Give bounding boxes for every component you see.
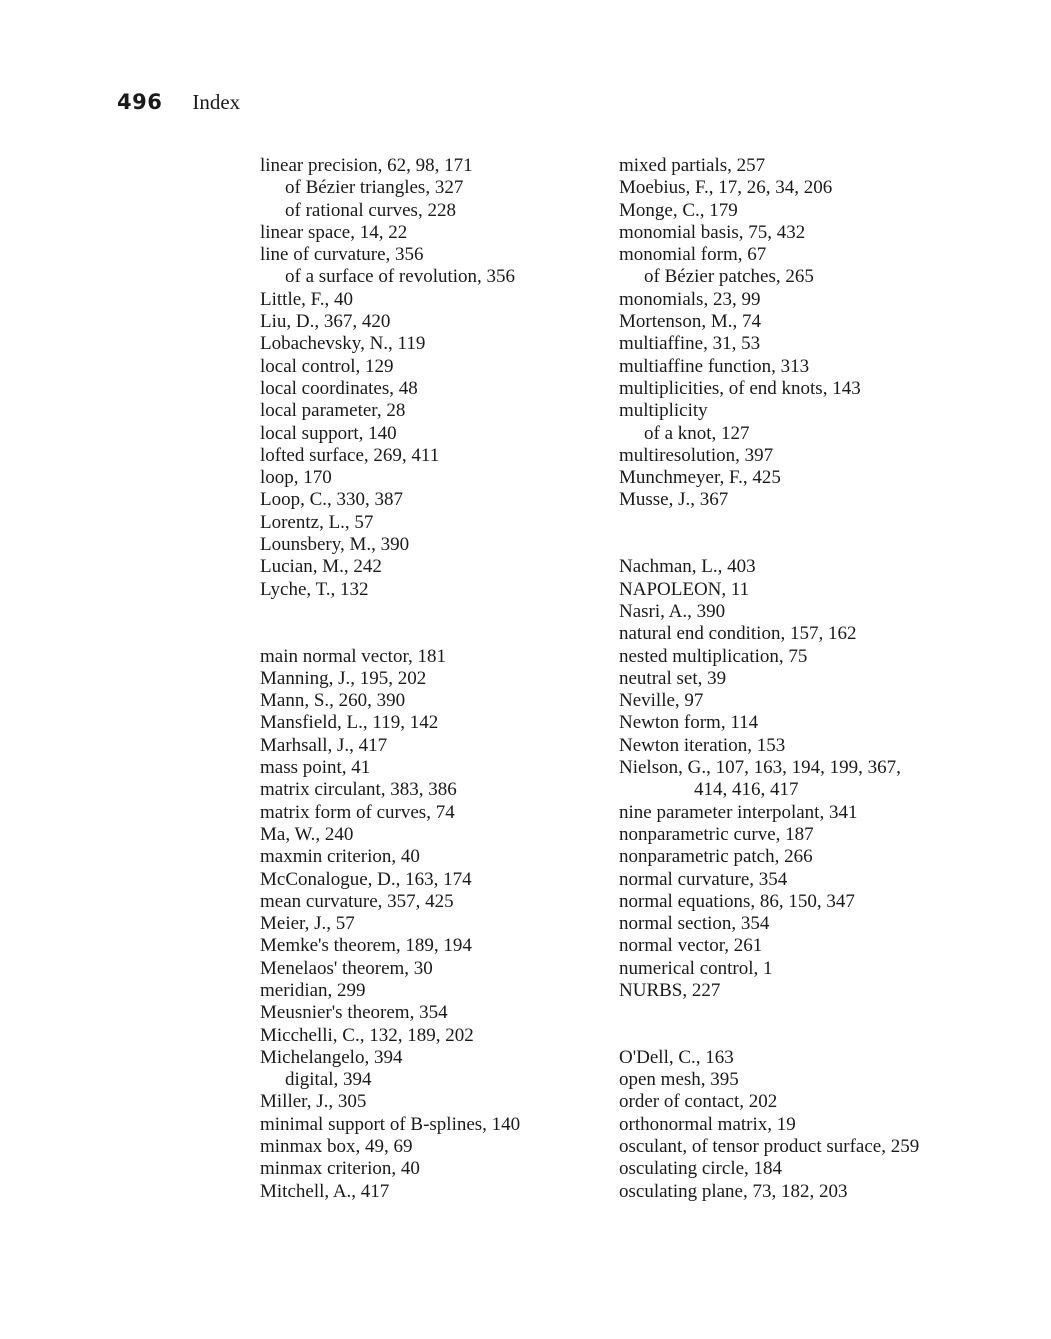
index-entry: linear space, 14, 22 <box>260 221 408 243</box>
index-entry: Newton iteration, 153 <box>619 734 786 756</box>
index-entry: Miller, J., 305 <box>260 1091 367 1113</box>
index-entry: Menelaos' theorem, 30 <box>260 957 433 979</box>
index-column-left <box>260 155 620 1203</box>
index-entry: normal curvature, 354 <box>619 868 788 890</box>
index-entry: Neville, 97 <box>619 690 704 712</box>
index-entry: nonparametric patch, 266 <box>619 846 813 868</box>
index-entry: loop, 170 <box>260 467 332 489</box>
index-entry: monomials, 23, 99 <box>619 288 761 310</box>
index-entry: Nasri, A., 390 <box>619 600 726 622</box>
letter-group-gap <box>260 601 620 646</box>
index-entry: Mitchell, A., 417 <box>260 1180 390 1202</box>
index-entry: Nachman, L., 403 <box>619 556 756 578</box>
index-entry: osculating plane, 73, 182, 203 <box>619 1180 848 1202</box>
index-entry: local control, 129 <box>260 355 394 377</box>
index-entry: local coordinates, 48 <box>260 377 418 399</box>
index-entry: minmax criterion, 40 <box>260 1158 420 1180</box>
running-head: Index <box>192 90 241 114</box>
index-entry: mass point, 41 <box>260 757 371 779</box>
index-entry: lofted surface, 269, 411 <box>260 444 440 466</box>
letter-group-gap <box>619 512 999 557</box>
index-subentry: of Bézier triangles, 327 <box>285 177 464 199</box>
index-entry: NURBS, 227 <box>619 979 721 1001</box>
index-subentry: of rational curves, 228 <box>285 199 456 221</box>
index-entry: natural end condition, 157, 162 <box>619 623 857 645</box>
index-entry: Lyche, T., 132 <box>260 578 369 600</box>
index-entry: Nielson, G., 107, 163, 194, 199, 367, <box>619 757 901 779</box>
index-entry: Liu, D., 367, 420 <box>260 311 391 333</box>
index-entry: Moebius, F., 17, 26, 34, 206 <box>619 177 833 199</box>
index-entry: osculating circle, 184 <box>619 1158 783 1180</box>
index-subentry: of a surface of revolution, 356 <box>285 266 516 288</box>
index-entry: neutral set, 39 <box>619 667 727 689</box>
index-column-right <box>619 155 999 1203</box>
index-entry: matrix form of curves, 74 <box>260 801 455 823</box>
index-entry: Meusnier's theorem, 354 <box>260 1002 448 1024</box>
index-entry: order of contact, 202 <box>619 1091 778 1113</box>
index-entry: Mansfield, L., 119, 142 <box>260 712 439 734</box>
index-entry: O'Dell, C., 163 <box>619 1046 734 1068</box>
index-entry: multiaffine, 31, 53 <box>619 333 761 355</box>
index-entry: multiresolution, 397 <box>619 444 774 466</box>
index-entry: nested multiplication, 75 <box>619 645 808 667</box>
index-entry: Mann, S., 260, 390 <box>260 690 406 712</box>
index-entry: monomial basis, 75, 432 <box>619 221 806 243</box>
page-header <box>117 90 240 120</box>
index-entry: Meier, J., 57 <box>260 913 355 935</box>
index-entry: Manning, J., 195, 202 <box>260 667 427 689</box>
index-entry: open mesh, 395 <box>619 1069 739 1091</box>
index-entry: numerical control, 1 <box>619 957 773 979</box>
index-entry: nonparametric curve, 187 <box>619 823 814 845</box>
index-entry: McConalogue, D., 163, 174 <box>260 868 472 890</box>
index-entry: local parameter, 28 <box>260 400 406 422</box>
index-entry-continuation: 414, 416, 417 <box>694 779 799 801</box>
index-entry: meridian, 299 <box>260 979 366 1001</box>
index-entry: multiplicity <box>619 400 708 422</box>
index-entry: orthonormal matrix, 19 <box>619 1113 796 1135</box>
index-entry: Monge, C., 179 <box>619 199 738 221</box>
index-entry: normal equations, 86, 150, 347 <box>619 890 855 912</box>
index-entry: Loop, C., 330, 387 <box>260 489 404 511</box>
index-entry: Little, F., 40 <box>260 288 353 310</box>
letter-group-gap <box>619 1002 999 1047</box>
index-entry: Lucian, M., 242 <box>260 556 382 578</box>
index-entry: Musse, J., 367 <box>619 489 729 511</box>
index-entry: mixed partials, 257 <box>619 155 766 176</box>
index-entry: Ma, W., 240 <box>260 823 354 845</box>
index-entry: local support, 140 <box>260 422 397 444</box>
index-entry: osculant, of tensor product surface, 259 <box>619 1136 920 1158</box>
index-entry: normal section, 354 <box>619 913 770 935</box>
index-entry: Michelangelo, 394 <box>260 1046 403 1068</box>
index-entry: NAPOLEON, 11 <box>619 578 750 600</box>
index-entry: normal vector, 261 <box>619 935 763 957</box>
index-entry: Newton form, 114 <box>619 712 759 734</box>
index-subentry: of a knot, 127 <box>644 422 750 444</box>
index-entry: multiaffine function, 313 <box>619 355 810 377</box>
index-entry: Marhsall, J., 417 <box>260 734 388 756</box>
index-entry: main normal vector, 181 <box>260 645 447 667</box>
page-number: 496 <box>117 90 163 114</box>
index-entry: maxmin criterion, 40 <box>260 846 420 868</box>
index-subentry: digital, 394 <box>285 1069 372 1091</box>
index-entry: minimal support of B-splines, 140 <box>260 1113 521 1135</box>
index-subentry: of Bézier patches, 265 <box>644 266 814 288</box>
index-entry: matrix circulant, 383, 386 <box>260 779 457 801</box>
index-entry: Mortenson, M., 74 <box>619 311 761 333</box>
index-entry: multiplicities, of end knots, 143 <box>619 377 861 399</box>
index-entry: mean curvature, 357, 425 <box>260 890 454 912</box>
index-entry: Munchmeyer, F., 425 <box>619 467 781 489</box>
index-entry: Lounsbery, M., 390 <box>260 534 410 556</box>
index-entry: line of curvature, 356 <box>260 244 424 266</box>
index-entry: linear precision, 62, 98, 171 <box>260 155 473 176</box>
index-entry: Lorentz, L., 57 <box>260 511 374 533</box>
index-entry: monomial form, 67 <box>619 244 767 266</box>
index-entry: Lobachevsky, N., 119 <box>260 333 426 355</box>
index-entry: Micchelli, C., 132, 189, 202 <box>260 1024 474 1046</box>
index-entry: nine parameter interpolant, 341 <box>619 801 858 823</box>
index-entry: minmax box, 49, 69 <box>260 1136 413 1158</box>
index-entry: Memke's theorem, 189, 194 <box>260 935 472 957</box>
